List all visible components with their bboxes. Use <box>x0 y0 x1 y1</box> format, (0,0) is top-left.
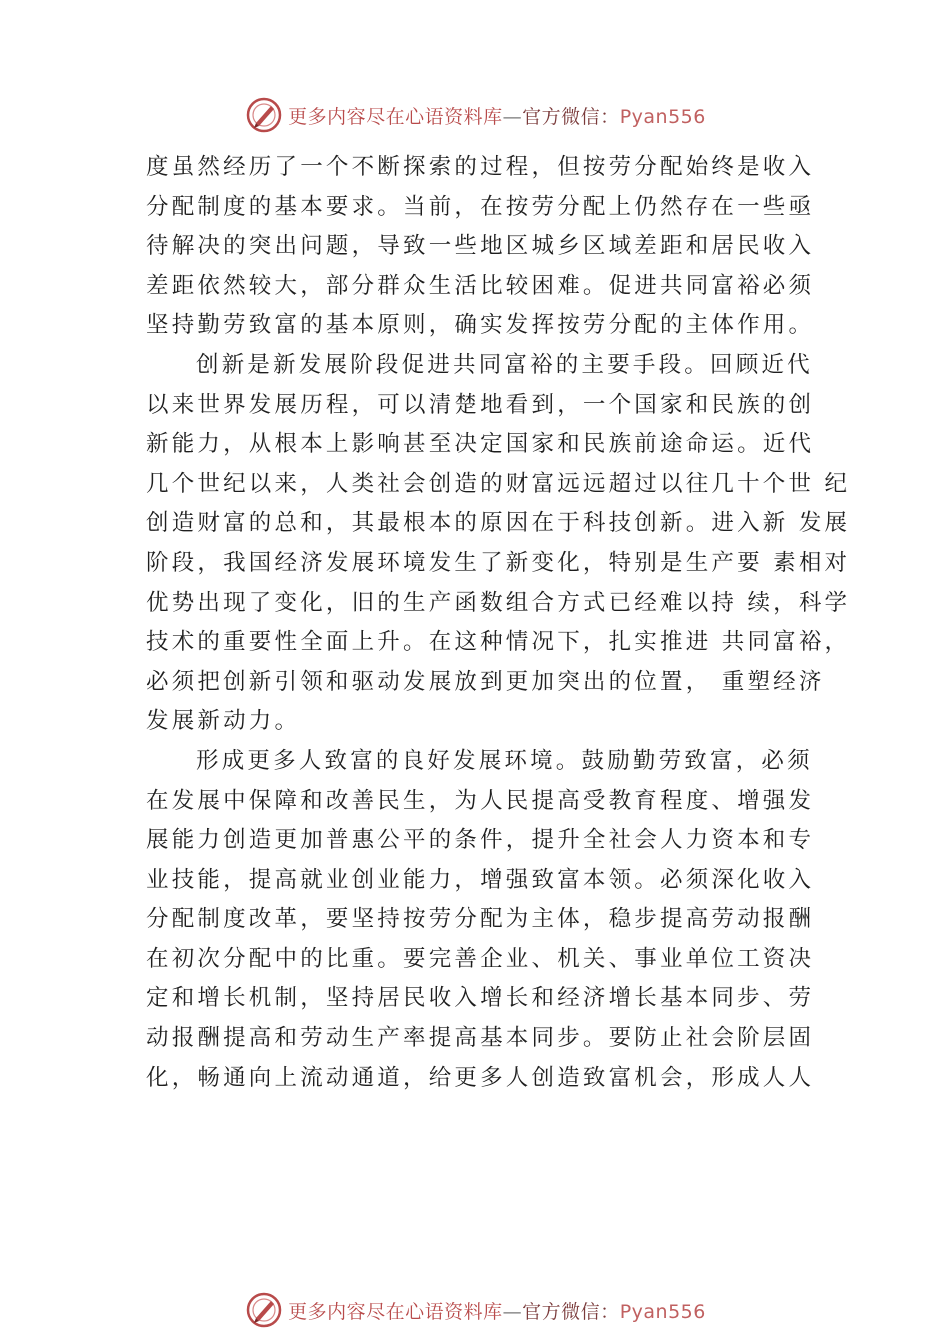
text-line: 动报酬提高和劳动生产率提高基本同步。要防止社会阶层固 <box>146 1025 815 1052</box>
text-line: 展能力创造更加普惠公平的条件，提升全社会人力资本和专 <box>146 827 815 854</box>
text-line: 阶段，我国经济发展环境发生了新变化，特别是生产要 素相对 <box>146 549 851 576</box>
footer-wechat-label: 官方微信： <box>522 1300 620 1323</box>
header-wechat-id: Pyan556 <box>619 105 706 128</box>
text-line: 以来世界发展历程，可以清楚地看到，一个国家和民族的创 <box>146 391 815 418</box>
text-line: 新能力，从根本上影响甚至决定国家和民族前途命运。近代 <box>146 431 815 458</box>
text-line: 化，畅通向上流动通道，给更多人创造致富机会，形成人人 <box>146 1064 815 1091</box>
header-banner-text <box>288 102 706 129</box>
text-line: 必须把创新引领和驱动发展放到更加突出的位置， 重塑经济 <box>146 668 825 695</box>
text-line: 优势出现了变化，旧的生产函数组合方式已经难以持 续，科学 <box>146 589 851 616</box>
text-line: 技术的重要性全面上升。在这种情况下，扎实推进 共同富裕， <box>146 629 851 656</box>
brand-logo-icon <box>244 1290 284 1330</box>
text-line: 分配制度改革，要坚持按劳分配为主体，稳步提高劳动报酬 <box>146 906 815 933</box>
text-line: 待解决的突出问题，导致一些地区城乡区域差距和居民收入 <box>146 233 815 260</box>
footer-brand-text: 更多内容尽在心语资料库 <box>288 1300 503 1323</box>
footer-wechat-id: Pyan556 <box>619 1300 706 1323</box>
text-line: 形成更多人致富的良好发展环境。鼓励勤劳致富，必须 <box>196 747 813 774</box>
text-line: 在初次分配中的比重。要完善企业、机关、事业单位工资决 <box>146 945 815 972</box>
header-brand-text: 更多内容尽在心语资料库 <box>288 105 503 128</box>
text-line: 创新是新发展阶段促进共同富裕的主要手段。回顾近代 <box>196 351 813 378</box>
text-line: 坚持勤劳致富的基本原则，确实发挥按劳分配的主体作用。 <box>146 312 815 339</box>
header-wechat-label: 官方微信： <box>522 105 620 128</box>
paragraph-2 <box>146 346 851 742</box>
header-separator: — <box>502 105 523 128</box>
text-line: 在发展中保障和改善民生，为人民提高受教育程度、增强发 <box>146 787 815 814</box>
document-body <box>146 148 851 1098</box>
text-line: 度虽然经历了一个不断探索的过程，但按劳分配始终是收入 <box>146 154 815 180</box>
text-line: 几个世纪以来，人类社会创造的财富远远超过以往几十个世 纪 <box>146 470 851 497</box>
text-line: 差距依然较大，部分群众生活比较困难。促进共同富裕必须 <box>146 272 815 299</box>
text-line: 业技能，提高就业创业能力，增强致富本领。必须深化收入 <box>146 866 815 893</box>
paragraph-1 <box>146 148 846 346</box>
footer-watermark-banner <box>0 1290 950 1330</box>
text-line: 发展新动力。 <box>146 708 301 735</box>
text-line: 定和增长机制，坚持居民收入增长和经济增长基本同步、劳 <box>146 985 815 1012</box>
header-watermark-banner <box>0 95 950 135</box>
footer-separator: — <box>502 1300 523 1323</box>
brand-logo-icon <box>244 95 284 135</box>
paragraph-3 <box>146 742 846 1098</box>
footer-banner-text <box>288 1297 706 1324</box>
text-line: 分配制度的基本要求。当前，在按劳分配上仍然存在一些亟 <box>146 193 815 220</box>
text-line: 创造财富的总和，其最根本的原因在于科技创新。进入新 发展 <box>146 510 851 537</box>
